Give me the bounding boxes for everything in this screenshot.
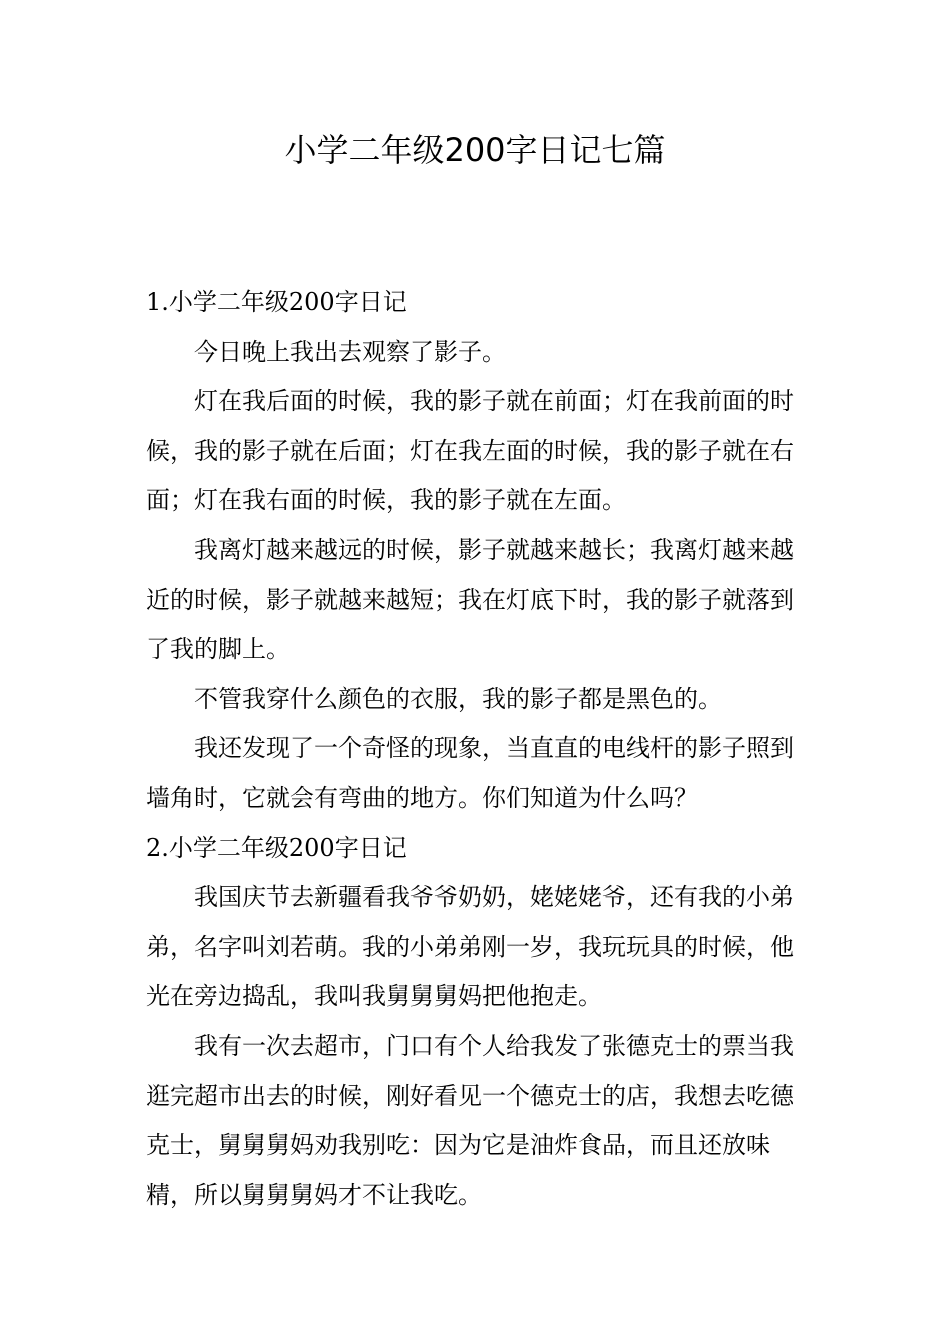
section-heading: 2.小学二年级200字日记	[146, 833, 407, 862]
paragraph: 我有一次去超市，门口有个人给我发了张德克士的票当我逛完超市出去的时候，刚好看见一个德克士的店，我想去吃德克士，舅舅舅妈劝我别吃：因为它是油炸食品，而且还放味精，所以舅舅舅妈才不让我吃。	[146, 1031, 794, 1209]
paragraph: 不管我穿什么颜色的衣服，我的影子都是黑色的。	[194, 684, 722, 713]
paragraph: 我还发现了一个奇怪的现象，当直直的电线杆的影子照到墙角时，它就会有弯曲的地方。你们知道为什么吗？	[146, 734, 794, 812]
document-title: 小学二年级200字日记七篇	[284, 131, 666, 169]
paragraph: 我国庆节去新疆看我爷爷奶奶，姥姥姥爷，还有我的小弟弟，名字叫刘若萌。我的小弟弟刚一岁，我玩玩具的时候，他光在旁边捣乱，我叫我舅舅舅妈把他抱走。	[146, 883, 794, 1011]
paragraph: 我离灯越来越远的时候，影子就越来越长；我离灯越来越近的时候，影子就越来越短；我在灯底下时，我的影子就落到了我的脚上。	[146, 535, 794, 664]
diary-section-1	[146, 278, 808, 824]
paragraph: 灯在我后面的时候，我的影子就在前面；灯在我前面的时候，我的影子就在后面；灯在我左面的时候，我的影子就在右面；灯在我右面的时候，我的影子就在左面。	[146, 387, 794, 515]
paragraph: 今日晚上我出去观察了影子。	[194, 337, 506, 366]
diary-section-2	[146, 824, 808, 1221]
document-body	[146, 278, 808, 1220]
section-heading: 1.小学二年级200字日记	[146, 288, 407, 316]
